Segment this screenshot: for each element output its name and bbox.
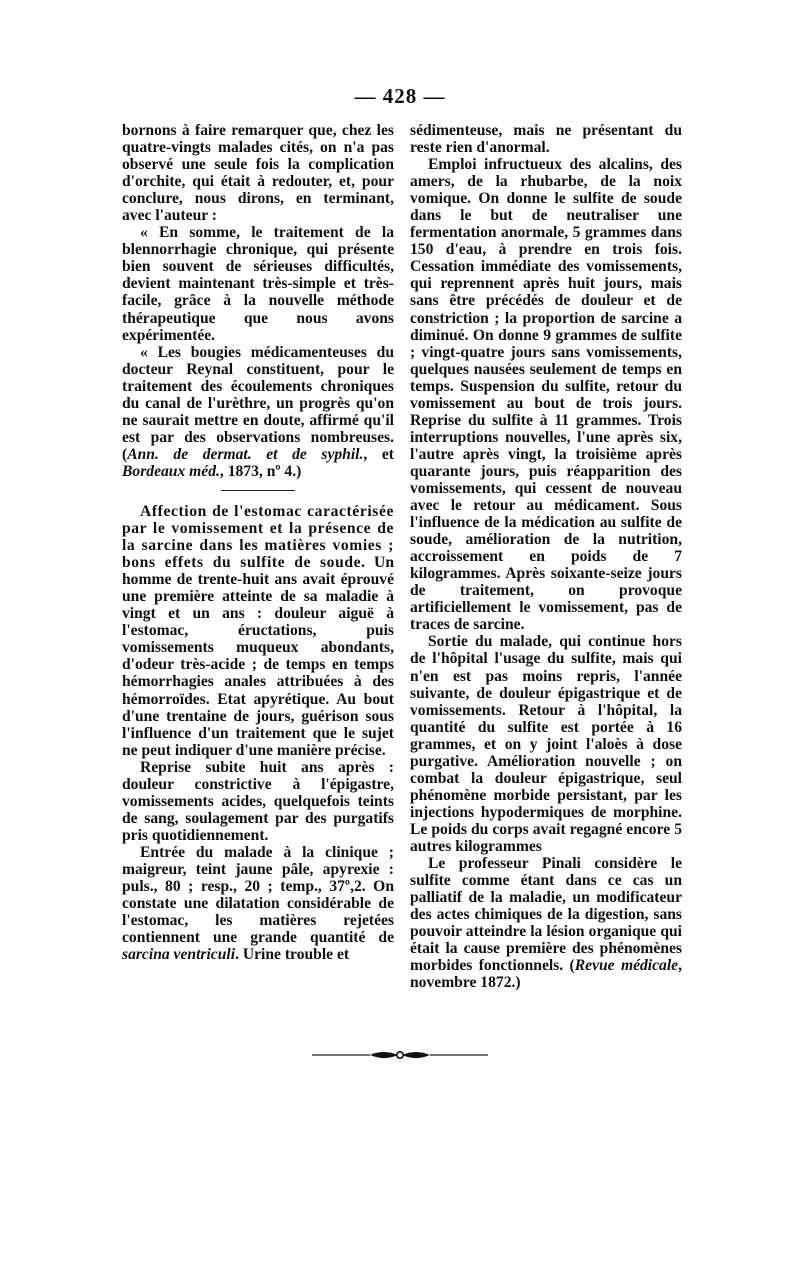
paragraph: bornons à faire remarquer que, chez les quatre-vingts malades cités, on n'a pas observé une seule fois la complication d'orchite, qui était à redouter, et, pour conclure, nous dirons, en terminant, avec l'auteur : [122, 122, 394, 225]
journal-reference: Revue médicale [574, 957, 679, 975]
paragraph [122, 844, 394, 963]
paragraph-text: , et [363, 445, 394, 463]
article-paragraph [122, 503, 394, 759]
paragraph-text: , 1873, nº 4.) [219, 462, 302, 480]
paragraph-text: Le professeur Pinali considère le sulfite comme étant dans ce cas un palliatif de la maladie, un modificateur des actes chimiques de la digestion, sans pouvoir atteindre la lésion organique qui était la cause première des phénomènes morbides fonctionnels. ( [410, 855, 682, 975]
page-number: — 428 — [354, 84, 446, 108]
article-title: Affection de l'estomac caractérisée par le vomissement et la présence de la sarcine dans les matières vomies ; bons effets du sulfite de soude. [122, 502, 394, 572]
article-body: Un homme de trente-huit ans avait éprouvé une première atteinte de sa maladie à vingt et un ans : douleur aiguë à l'estomac, éructations, puis vomissements muqueux abondants, d'odeur très-acide ; de temps en temps hémorrhagies anales attribuées à des hémorroïdes. Etat apyrétique. Au bout d'une trentaine de jours, guérison sous l'influence d'un traitement que le sujet ne peut indiquer d'une manière précise. [122, 554, 394, 759]
paragraph: sédimenteuse, mais ne présentant du reste rien d'anormal. [410, 122, 682, 157]
journal-reference: Ann. de dermat. et de syphil. [127, 445, 364, 463]
paragraph-text: . Urine trouble et [235, 946, 350, 964]
quote-paragraph: « En somme, le traitement de la blennorrhagie chronique, qui présente bien souvent de sérieuses difficultés, devient maintenant très-simple et très-facile, grâce à la nouvelle méthode thérapeutique que nous avons expérimentée. [122, 224, 394, 344]
paragraph-text: , novembre 1872.) [410, 957, 682, 992]
quote-paragraph-references [122, 344, 394, 480]
end-ornament [312, 1048, 488, 1062]
paragraph: Emploi infructueux des alcalins, des amers, de la rhubarbe, de la noix vomique. On donne le sulfite de soude dans le but de neutraliser une fermentation anormale, 5 grammes dans 150 d'eau, à prendre en trois fois. Cessation immédiate des vomissements, qui reprennent après huit jours, mais sans être précédés de douleur et de constriction ; la proportion de sarcine a diminué. On donne 9 grammes de sulfite ; vingt-quatre jours sans vomissements, quelques nausées seulement de temps en temps. Suspension du sulfite, retour du vomissement au bout de trois jours. Reprise du sulfite à 11 grammes. Trois interruptions nouvelles, l'une après six, l'autre après vingt, la troisième après quarante jours, puis réapparition des vomissements, qui cessent de nouveau avec le retour au médicament. Sous l'influence de la médication au sulfite de soude, amélioration de la nutrition, accroissement en poids de 7 kilogrammes. Après soixante-seize jours de traitement, on provoque artificiellement le vomissement, pas de traces de sarcine. [410, 156, 682, 634]
section-divider [221, 490, 295, 491]
paragraph: Sortie du malade, qui continue hors de l'hôpital l'usage du sulfite, mais qui n'en est pas moins repris, l'année suivante, de douleur épigastrique et de vomissements. Retour à l'hôpital, la quantité du sulfite est portée à 16 grammes, et on y joint l'aloès à dose purgative. Amélioration nouvelle ; on combat la douleur épigastrique, seul phénomène morbide persistant, par les injections hypodermiques de morphine. Le poids du corps avait regagné encore 5 autres kilogrammes [410, 633, 682, 855]
paragraph: Reprise subite huit ans après : douleur constrictive à l'épigastre, vomissements acides, quelquefois teints de sang, soulagement par des purgatifs pris quotidiennement. [122, 758, 394, 844]
paragraph-text: Entrée du malade à la clinique ; maigreur, teint jaune pâle, apyrexie : puls., 80 ; resp., 20 ; temp., 37º,2. On constate une dilatation considérable de l'estomac, les matières rejetées contiennent une grande quantité de [122, 843, 394, 947]
paragraph-text: « Les bougies médicamenteuses du docteur Reynal constituent, pour le traitement des écoulements chroniques du canal de l'urèthre, un progrès qu'on ne saurait mettre en doute, affirmé qu'il est par des observations nombreuses. ( [122, 343, 394, 463]
right-column [410, 122, 682, 991]
latin-term: sarcina ventriculi [122, 946, 236, 964]
left-column [122, 122, 394, 963]
journal-reference: Bordeaux méd. [122, 462, 220, 480]
paragraph [410, 855, 682, 991]
